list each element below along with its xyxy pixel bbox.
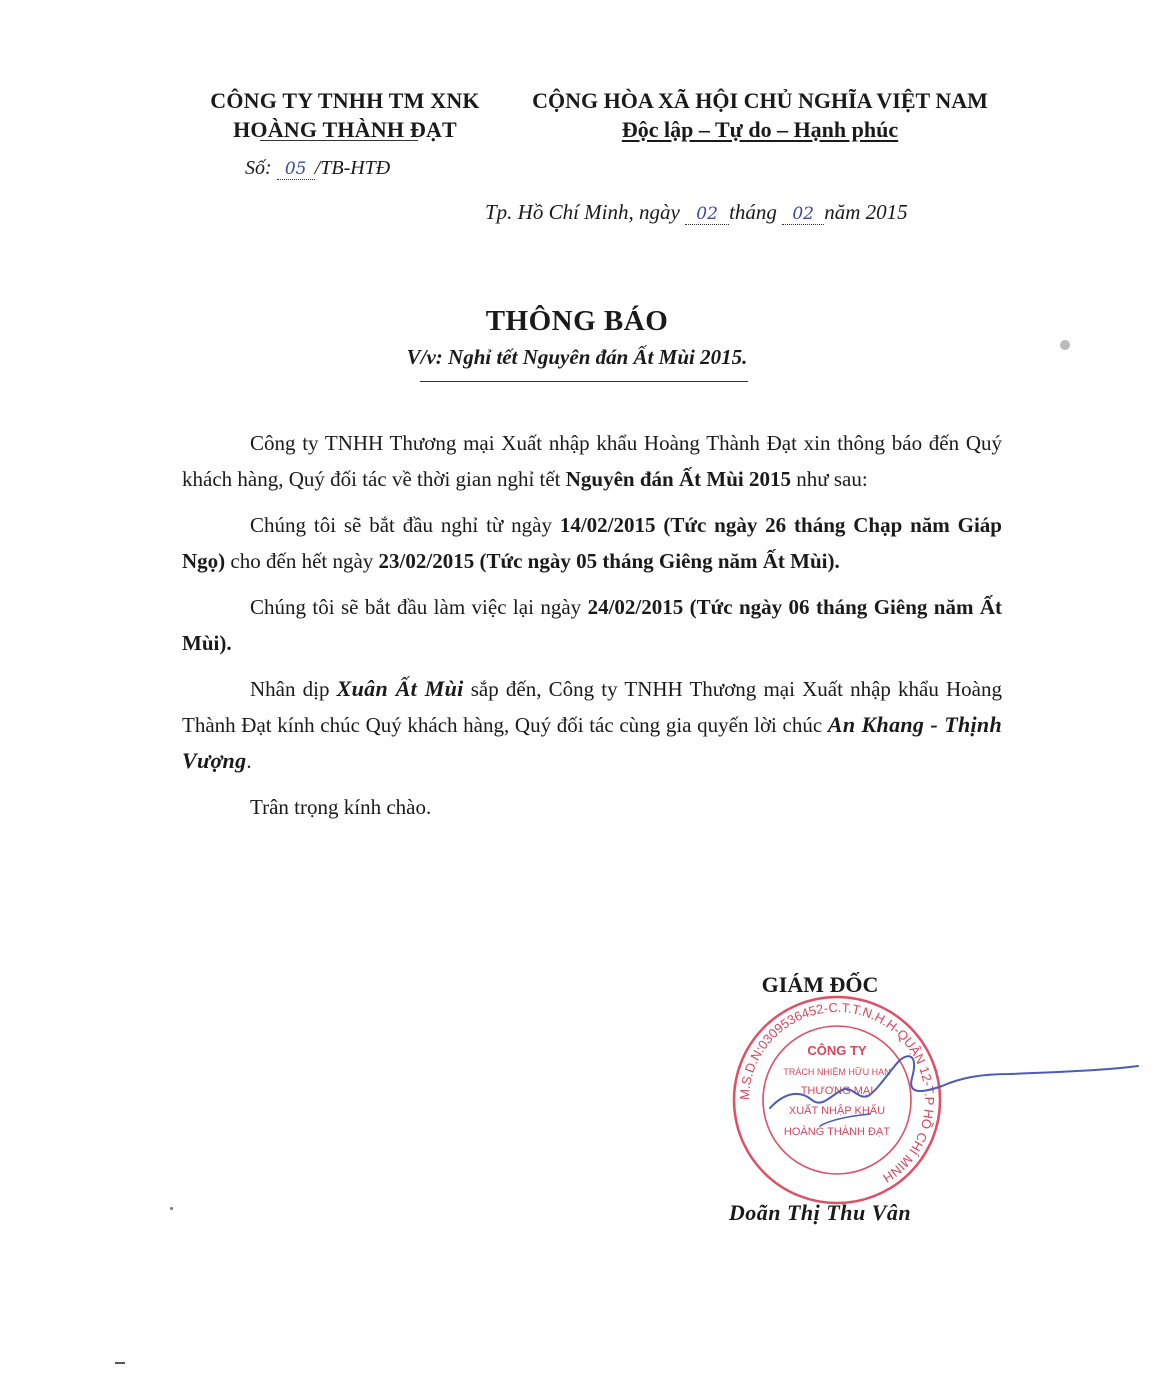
greeting-wish: An Khang - Thịnh Vượng bbox=[182, 712, 1002, 773]
document-number bbox=[245, 157, 390, 180]
date-line bbox=[485, 200, 908, 225]
paragraph-intro bbox=[182, 425, 1002, 497]
intro-tail: như sau: bbox=[790, 467, 868, 491]
intro-text: Công ty TNHH Thương mại Xuất nhập khẩu Hoàng Thành Đạt xin thông báo đến Quý khách hàng, Quý đối tác về thời gian nghỉ tết bbox=[182, 431, 1002, 491]
greeting-text: sắp đến, Công ty TNHH Thương mại Xuất nhập khẩu Hoàng Thành Đạt kính chúc Quý khách hàng, Quý đối tác cùng gia quyến lời chúc bbox=[182, 677, 1003, 737]
period-start: 14/02/2015 (Tức ngày 26 tháng Chạp năm Giáp Ngọ) bbox=[182, 513, 1002, 573]
notice-title: THÔNG BÁO bbox=[485, 305, 669, 337]
stamp-line3: THƯƠNG MẠI bbox=[800, 1085, 874, 1097]
paragraph-return-date bbox=[182, 589, 1002, 661]
date-year: năm 2015 bbox=[824, 200, 908, 224]
period-lead: Chúng tôi sẽ bắt đầu nghỉ từ ngày bbox=[250, 513, 560, 537]
doc-number-prefix: Số: bbox=[245, 157, 272, 179]
doc-number-value: 05 bbox=[277, 159, 315, 180]
date-day: 02 bbox=[685, 204, 729, 225]
scan-speck bbox=[170, 1207, 173, 1210]
greeting-lead: Nhân dịp bbox=[250, 677, 337, 701]
stamp-outer-path: M.S.D.N:0309536452-C.T.T.N.H.H-QUẬN 12-T.P HỒ CHÍ MINH bbox=[736, 999, 938, 1186]
scan-speck bbox=[115, 1362, 125, 1364]
scan-speck bbox=[1060, 340, 1070, 350]
signer-name: Doãn Thị Thu Vân bbox=[728, 1200, 912, 1225]
stamp-line5: HOÀNG THÀNH ĐẠT bbox=[783, 1126, 891, 1138]
handwritten-signature bbox=[760, 1030, 1150, 1150]
paragraph-closing: Trân trọng kính chào. bbox=[250, 795, 432, 819]
notice-subject: V/v: Nghỉ tết Nguyên đán Ất Mùi 2015. bbox=[406, 345, 748, 369]
date-month: 02 bbox=[782, 204, 824, 225]
doc-number-suffix: /TB-HTĐ bbox=[314, 157, 391, 179]
paragraph-holiday-period bbox=[182, 507, 1002, 579]
period-end: 23/02/2015 (Tức ngày 05 tháng Giêng năm Ất Mùi). bbox=[378, 549, 840, 573]
signer-role: GIÁM ĐỐC bbox=[761, 972, 879, 997]
motto: Độc lập – Tự do – Hạnh phúc bbox=[621, 117, 899, 142]
intro-holiday-name: Nguyên đán Ất Mùi 2015 bbox=[565, 467, 791, 491]
date-month-word: tháng bbox=[729, 200, 777, 224]
nation-name: CỘNG HÒA XÃ HỘI CHỦ NGHĨA VIỆT NAM bbox=[532, 88, 988, 113]
stamp-line1: CÔNG TY bbox=[807, 1043, 867, 1058]
stamp-line2: TRÁCH NHIỆM HỮU HẠN bbox=[783, 1067, 891, 1077]
date-place: Tp. Hồ Chí Minh, ngày bbox=[485, 200, 680, 224]
return-lead: Chúng tôi sẽ bắt đầu làm việc lại ngày bbox=[250, 595, 588, 619]
notice-body bbox=[182, 425, 1002, 835]
subject-underline bbox=[420, 381, 748, 382]
greeting-spring: Xuân Ất Mùi bbox=[336, 676, 464, 701]
company-name-block bbox=[180, 86, 510, 144]
company-underline bbox=[260, 140, 418, 141]
company-name-line2: HOÀNG THÀNH ĐẠT bbox=[233, 117, 457, 142]
company-name-line1: CÔNG TY TNHH TM XNK bbox=[210, 88, 480, 113]
national-motto-block bbox=[500, 86, 1020, 144]
period-mid: cho đến hết ngày bbox=[225, 549, 379, 573]
stamp-line4: XUẤT NHẬP KHẨU bbox=[788, 1105, 886, 1117]
paragraph-greeting bbox=[182, 671, 1002, 779]
return-date: 24/02/2015 (Tức ngày 06 tháng Giêng năm Ất Mùi). bbox=[182, 595, 1003, 655]
greeting-period: . bbox=[246, 749, 252, 773]
